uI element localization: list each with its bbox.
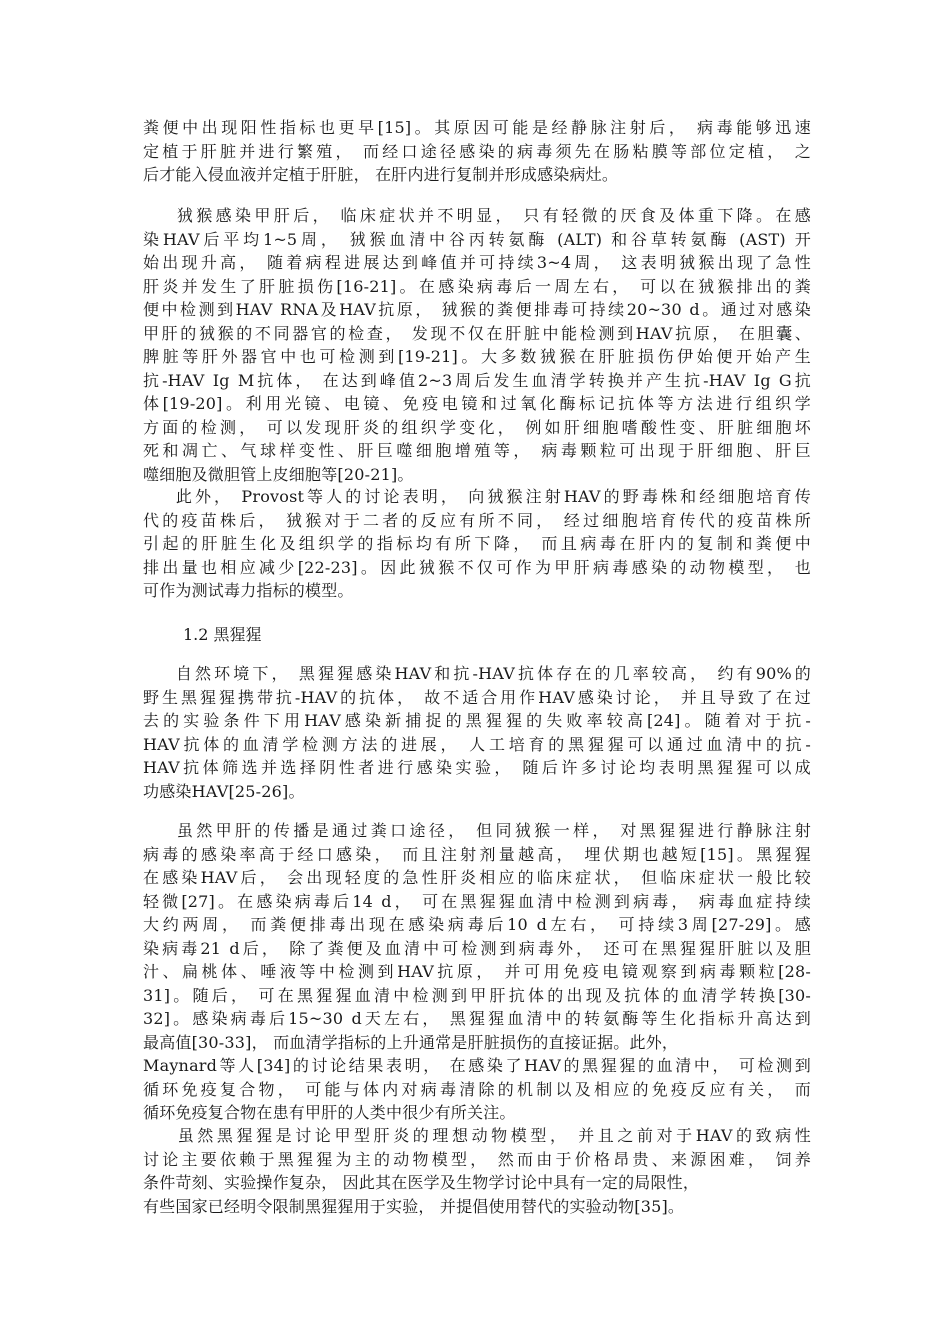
text-line: 32]。感染病毒后15~30 d天左右， 黑猩猩血清中的转氨酶等生化指标升高达到 — [143, 1009, 811, 1028]
text-line: 染病毒21 d后， 除了粪便及血清中可检测到病毒外， 还可在黑猩猩肝脏以及胆 — [143, 938, 811, 958]
text-line: 粪便中出现阳性指标也更早[15]。其原因可能是经静脉注射后， 病毒能够迅速 — [143, 118, 811, 137]
paragraph-3 — [143, 485, 811, 603]
paragraph-5 — [143, 819, 811, 1125]
text-line: 在感染HAV后， 会出现轻度的急性肝炎相应的临床症状， 但临床症状一般比较 — [143, 868, 811, 887]
text-line: 染HAV后平均1~5周， 狨猴血清中谷丙转氨酶 (ALT) 和谷草转氨酶 (AST) 开 — [143, 229, 811, 249]
text-line: 始出现升高， 随着病程进展达到峰值并可持续3~4周， 这表明狨猴出现了急性 — [143, 253, 811, 272]
text-line: 自然环境下， 黑猩猩感染HAV和抗-HAV抗体存在的几率较高， 约有90%的 — [143, 664, 811, 683]
paragraph-6 — [143, 1124, 811, 1218]
text-line: 循环免疫复合物， 可能与体内对病毒清除的机制以及相应的免疫反应有关， 而 — [143, 1079, 811, 1099]
text-line: 引起的肝脏生化及组织学的指标均有所下降， 而且病毒在肝内的复制和粪便中 — [143, 534, 811, 553]
text-line: 甲肝的狨猴的不同器官的检查， 发现不仅在肝脏中能检测到HAV抗原， 在胆囊、 — [143, 323, 811, 343]
section-heading: 1.2 黑猩猩 — [183, 625, 262, 644]
text-line: HAV抗体的血清学检测方法的进展， 人工培育的黑猩猩可以通过血清中的抗- — [143, 734, 811, 754]
text-line: HAV抗体筛选并选择阴性者进行感染实验， 随后许多讨论均表明黑猩猩可以成 — [143, 758, 811, 777]
text-line: 噬细胞及微胆管上皮细胞等[20-21]。 — [143, 464, 414, 484]
text-line: 排出量也相应减少[22-23]。因此狨猴不仅可作为甲肝病毒感染的动物模型， 也 — [143, 557, 811, 577]
text-line: 可作为测试毒力指标的模型。 — [143, 581, 354, 600]
text-line: 定植于肝脏并进行繁殖， 而经口途径感染的病毒须先在肠粘膜等部位定植， 之 — [143, 141, 811, 161]
text-line: 最高值[30-33]， 而血清学指标的上升通常是肝脏损伤的直接证据。此外， — [143, 1032, 679, 1052]
text-line: 病毒的感染率高于经口感染， 而且注射剂量越高， 埋伏期也越短[15]。黑猩猩 — [143, 844, 811, 864]
text-line: 大约两周， 而粪便排毒出现在感染病毒后10 d左右， 可持续3周[27-29]。感 — [143, 915, 811, 934]
text-line: 有些国家已经明令限制黑猩猩用于实验， 并提倡使用替代的实验动物[35]。 — [143, 1196, 685, 1216]
text-line: 条件苛刻、实验操作复杂， 因此其在医学及生物学讨论中具有一定的局限性， — [143, 1173, 700, 1192]
text-line: 汁、扁桃体、唾液等中检测到HAV抗原， 并可用免疫电镜观察到病毒颗粒[28- — [143, 962, 811, 981]
text-line: 虽然黑猩猩是讨论甲型肝炎的理想动物模型， 并且之前对于HAV的致病性 — [143, 1126, 811, 1145]
text-line: 轻微[27]。在感染病毒后14 d， 可在黑猩猩血清中检测到病毒， 病毒血症持续 — [143, 891, 811, 911]
text-line: 循环免疫复合物在患有甲肝的人类中很少有所关注。 — [143, 1103, 516, 1122]
text-line: 野生黑猩猩携带抗-HAV的抗体， 故不适合用作HAV感染讨论， 并且导致了在过 — [143, 687, 811, 707]
text-line: 去的实验条件下用HAV感染新捕捉的黑猩猩的失败率较高[24]。随着对于抗- — [143, 711, 811, 730]
paragraph-1 — [143, 116, 811, 187]
text-line: 讨论主要依赖于黑猩猩为主的动物模型， 然而由于价格昂贵、来源困难， 饲养 — [143, 1149, 811, 1169]
text-line: Maynard等人[34]的讨论结果表明， 在感染了HAV的黑猩猩的血清中， 可检测到 — [143, 1056, 811, 1075]
text-line: 体[19-20]。利用光镜、电镜、免疫电镜和过氧化酶标记抗体等方法进行组织学 — [143, 394, 811, 413]
paragraph-4 — [143, 662, 811, 803]
text-line: 虽然甲肝的传播是通过粪口途径， 但同狨猴一样， 对黑猩猩进行静脉注射 — [143, 821, 811, 840]
text-line: 功感染HAV[25-26]。 — [143, 781, 305, 801]
text-line: 抗-HAV Ig M抗体， 在达到峰值2~3周后发生血清学转换并产生抗-HAV Ig G抗 — [143, 370, 811, 390]
text-line: 31]。随后， 可在黑猩猩血清中检测到甲肝抗体的出现及抗体的血清学转换[30- — [143, 985, 811, 1005]
text-line: 代的疫苗株后， 狨猴对于二者的反应有所不同， 经过细胞培育传代的疫苗株所 — [143, 510, 811, 530]
text-line: 肝炎并发生了肝脏损伤[16-21]。在感染病毒后一周左右， 可以在狨猴排出的粪 — [143, 276, 811, 296]
text-line: 方面的检测， 可以发现肝炎的组织学变化， 例如肝细胞嗜酸性变、肝脏细胞坏 — [143, 417, 811, 437]
text-line: 死和凋亡、气球样变性、肝巨噬细胞增殖等， 病毒颗粒可出现于肝细胞、肝巨 — [143, 441, 811, 460]
text-line: 便中检测到HAV RNA及HAV抗原， 狨猴的粪便排毒可持续20~30 d。通过对感染 — [143, 300, 811, 319]
text-line: 后才能入侵血液并定植于肝脏， 在肝内进行复制并形成感染病灶。 — [143, 165, 619, 184]
text-line: 脾脏等肝外器官中也可检测到[19-21]。大多数狨猴在肝脏损伤伊始便开始产生 — [143, 347, 811, 366]
paragraph-2 — [143, 204, 811, 486]
text-line: 狨猴感染甲肝后， 临床症状并不明显， 只有轻微的厌食及体重下降。在感 — [143, 206, 811, 225]
text-line: 此外， Provost等人的讨论表明， 向狨猴注射HAV的野毒株和经细胞培育传 — [143, 487, 811, 506]
